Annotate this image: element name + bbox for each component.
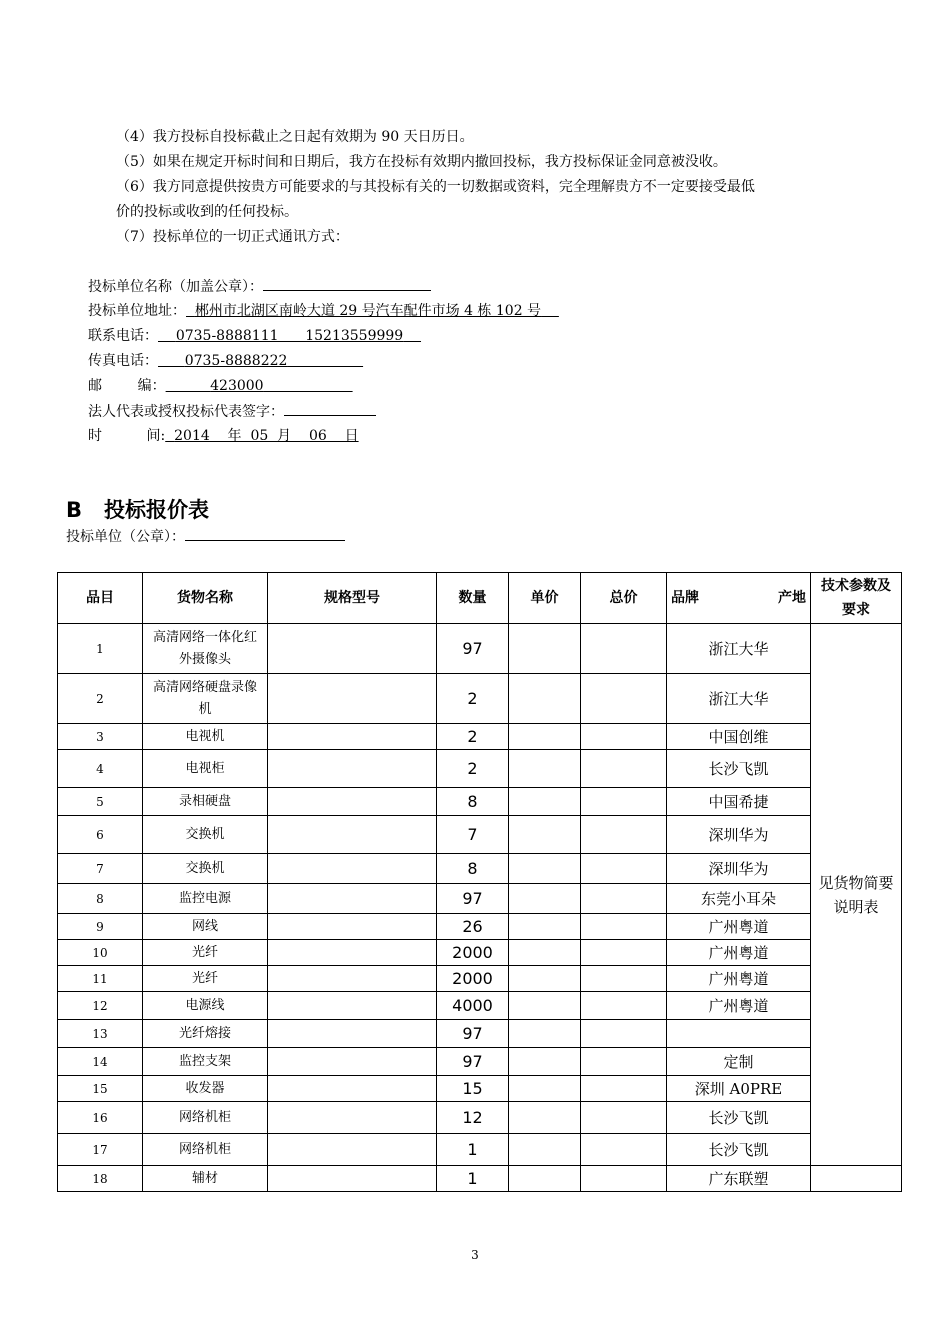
row-total-price [581, 624, 667, 674]
row-brand: 长沙飞凯 [667, 1134, 811, 1166]
row-goods-name: 高清网络硬盘录像机 [143, 674, 268, 724]
time-value: 2014 年 05 月 06 日 [174, 428, 359, 444]
row-goods-name: 收发器 [143, 1076, 268, 1102]
representative-label: 法人代表或授权投标代表签字： [88, 404, 284, 420]
clause-7: （7）投标单位的一切正式通讯方式： [116, 229, 349, 245]
row-unit-price [509, 674, 581, 724]
representative-blank [284, 401, 376, 416]
header-item: 品目 [58, 573, 143, 624]
row-spec [268, 884, 437, 914]
bidder-address-value: 郴州市北湖区南岭大道 29 号汽车配件市场 4 栋 102 号 [194, 303, 542, 319]
phone-line [88, 326, 421, 346]
row-unit-price [509, 1102, 581, 1134]
row-total-price [581, 788, 667, 816]
table-row [58, 940, 902, 966]
row-goods-name: 网络机柜 [143, 1102, 268, 1134]
row-quantity: 26 [437, 914, 509, 940]
clause-6: （6）我方同意提供按贵方可能要求的与其投标有关的一切数据或资料，完全理解贵方不一定要接受最低 [116, 179, 755, 195]
row-tech [811, 1166, 902, 1192]
postcode-value: 423000 [210, 378, 264, 394]
row-item-number: 5 [58, 788, 143, 816]
row-brand: 东莞小耳朵 [667, 884, 811, 914]
row-spec [268, 992, 437, 1020]
row-quantity: 2 [437, 724, 509, 750]
row-goods-name: 辅材 [143, 1166, 268, 1192]
row-quantity: 4000 [437, 992, 509, 1020]
row-total-price [581, 1134, 667, 1166]
row-item-number: 3 [58, 724, 143, 750]
row-spec [268, 724, 437, 750]
row-goods-name: 网络机柜 [143, 1134, 268, 1166]
row-goods-name: 光纤 [143, 940, 268, 966]
row-goods-name: 监控支架 [143, 1048, 268, 1076]
row-total-price [581, 940, 667, 966]
row-total-price [581, 854, 667, 884]
row-goods-name: 录相硬盘 [143, 788, 268, 816]
clause-4: （4）我方投标自投标截止之日起有效期为 90 天日历日。 [116, 129, 474, 145]
table-row [58, 816, 902, 854]
row-brand: 广东联塑 [667, 1166, 811, 1192]
row-brand: 广州粤道 [667, 940, 811, 966]
row-item-number: 14 [58, 1048, 143, 1076]
row-brand: 深圳 A0PRE [667, 1076, 811, 1102]
row-brand: 广州粤道 [667, 992, 811, 1020]
row-unit-price [509, 966, 581, 992]
row-total-price [581, 992, 667, 1020]
table-row [58, 1076, 902, 1102]
fax-value: 0735-8888222 [184, 353, 288, 369]
row-unit-price [509, 750, 581, 788]
bidder-name-line [88, 276, 431, 297]
row-goods-name: 交换机 [143, 854, 268, 884]
row-brand [667, 1020, 811, 1048]
row-item-number: 10 [58, 940, 143, 966]
row-goods-name: 光纤 [143, 966, 268, 992]
row-quantity: 2 [437, 674, 509, 724]
row-spec [268, 914, 437, 940]
row-spec [268, 750, 437, 788]
table-row [58, 624, 902, 674]
row-quantity: 97 [437, 884, 509, 914]
table-header-row [58, 573, 902, 624]
row-spec [268, 624, 437, 674]
row-goods-name: 监控电源 [143, 884, 268, 914]
page-number: 3 [471, 1248, 479, 1262]
row-spec [268, 1020, 437, 1048]
row-item-number: 12 [58, 992, 143, 1020]
tech-requirements-note: 见货物简要说明表 [811, 624, 902, 1166]
row-item-number: 18 [58, 1166, 143, 1192]
fax-label: 传真电话： [88, 353, 158, 369]
table-row [58, 992, 902, 1020]
phone-value: 0735-8888111 15213559999 [175, 328, 404, 344]
bidder-address-label: 投标单位地址： [88, 303, 186, 319]
row-goods-name: 高清网络一体化红外摄像头 [143, 624, 268, 674]
row-total-price [581, 884, 667, 914]
row-brand: 长沙飞凯 [667, 1102, 811, 1134]
row-unit-price [509, 992, 581, 1020]
row-spec [268, 788, 437, 816]
header-qty: 数量 [437, 573, 509, 624]
row-spec [268, 940, 437, 966]
row-spec [268, 966, 437, 992]
time-line [88, 426, 359, 446]
row-quantity: 1 [437, 1166, 509, 1192]
row-total-price [581, 914, 667, 940]
row-item-number: 2 [58, 674, 143, 724]
table-row [58, 884, 902, 914]
row-total-price [581, 1076, 667, 1102]
row-total-price [581, 674, 667, 724]
row-brand: 深圳华为 [667, 854, 811, 884]
row-unit-price [509, 724, 581, 750]
clause-6-continued: 价的投标或收到的任何投标。 [116, 204, 298, 220]
row-goods-name: 光纤熔接 [143, 1020, 268, 1048]
row-total-price [581, 816, 667, 854]
row-total-price [581, 750, 667, 788]
row-unit-price [509, 854, 581, 884]
time-label: 时 间: [88, 428, 166, 444]
row-spec [268, 854, 437, 884]
row-goods-name: 电视机 [143, 724, 268, 750]
row-brand: 广州粤道 [667, 966, 811, 992]
table-row [58, 854, 902, 884]
header-tech: 技术参数及要求 [811, 573, 902, 624]
row-item-number: 1 [58, 624, 143, 674]
row-spec [268, 1076, 437, 1102]
row-spec [268, 1134, 437, 1166]
table-row [58, 1166, 902, 1192]
row-unit-price [509, 1134, 581, 1166]
row-goods-name: 电视柜 [143, 750, 268, 788]
row-brand: 浙江大华 [667, 674, 811, 724]
table-row [58, 750, 902, 788]
row-brand: 浙江大华 [667, 624, 811, 674]
table-row [58, 1020, 902, 1048]
row-quantity: 8 [437, 854, 509, 884]
header-unit-price: 单价 [509, 573, 581, 624]
bidder-name-blank [263, 276, 431, 291]
row-brand: 深圳华为 [667, 816, 811, 854]
row-goods-name: 交换机 [143, 816, 268, 854]
row-brand: 中国创维 [667, 724, 811, 750]
row-quantity: 97 [437, 624, 509, 674]
postcode-label: 邮 编： [88, 378, 166, 394]
table-row [58, 724, 902, 750]
row-item-number: 9 [58, 914, 143, 940]
row-total-price [581, 1102, 667, 1134]
row-item-number: 15 [58, 1076, 143, 1102]
row-spec [268, 674, 437, 724]
row-item-number: 16 [58, 1102, 143, 1134]
row-item-number: 13 [58, 1020, 143, 1048]
row-unit-price [509, 1166, 581, 1192]
table-row [58, 788, 902, 816]
row-quantity: 97 [437, 1020, 509, 1048]
row-total-price [581, 724, 667, 750]
row-unit-price [509, 624, 581, 674]
row-quantity: 15 [437, 1076, 509, 1102]
row-quantity: 12 [437, 1102, 509, 1134]
row-item-number: 4 [58, 750, 143, 788]
row-unit-price [509, 1076, 581, 1102]
header-brand: 品牌 [671, 590, 699, 606]
table-row [58, 966, 902, 992]
row-quantity: 1 [437, 1134, 509, 1166]
row-unit-price [509, 940, 581, 966]
row-item-number: 8 [58, 884, 143, 914]
row-unit-price [509, 788, 581, 816]
table-row [58, 674, 902, 724]
row-goods-name: 网线 [143, 914, 268, 940]
row-item-number: 11 [58, 966, 143, 992]
unit-seal-label: 投标单位（公章）： [66, 529, 185, 545]
row-brand: 定制 [667, 1048, 811, 1076]
row-quantity: 2000 [437, 940, 509, 966]
bidder-name-label: 投标单位名称（加盖公章）： [88, 279, 263, 295]
row-total-price [581, 1166, 667, 1192]
header-spec: 规格型号 [268, 573, 437, 624]
table-row [58, 1048, 902, 1076]
table-row [58, 1134, 902, 1166]
representative-line [88, 401, 376, 422]
row-brand: 长沙飞凯 [667, 750, 811, 788]
quote-table [57, 572, 902, 1192]
row-brand: 中国希捷 [667, 788, 811, 816]
row-total-price [581, 1020, 667, 1048]
row-item-number: 6 [58, 816, 143, 854]
row-quantity: 97 [437, 1048, 509, 1076]
phone-label: 联系电话： [88, 328, 158, 344]
clause-5: （5）如果在规定开标时间和日期后，我方在投标有效期内撤回投标，我方投标保证金同意被没收。 [116, 154, 727, 170]
fax-line [88, 351, 363, 371]
header-total: 总价 [581, 573, 667, 624]
row-total-price [581, 1048, 667, 1076]
row-quantity: 2 [437, 750, 509, 788]
quote-table-body [58, 624, 902, 1192]
row-unit-price [509, 884, 581, 914]
row-quantity: 2000 [437, 966, 509, 992]
row-quantity: 7 [437, 816, 509, 854]
unit-seal-line [66, 526, 345, 547]
header-goods: 货物名称 [143, 573, 268, 624]
row-item-number: 7 [58, 854, 143, 884]
row-spec [268, 1048, 437, 1076]
section-title: B 投标报价表 [66, 498, 209, 522]
row-brand: 广州粤道 [667, 914, 811, 940]
table-row [58, 1102, 902, 1134]
unit-seal-blank [185, 526, 345, 541]
row-item-number: 17 [58, 1134, 143, 1166]
bidder-address-line [88, 301, 559, 321]
row-spec [268, 1102, 437, 1134]
row-spec [268, 1166, 437, 1192]
row-unit-price [509, 1020, 581, 1048]
table-row [58, 914, 902, 940]
row-quantity: 8 [437, 788, 509, 816]
header-brand-origin [667, 573, 811, 624]
header-origin: 产地 [778, 590, 806, 606]
row-unit-price [509, 1048, 581, 1076]
row-spec [268, 816, 437, 854]
row-unit-price [509, 816, 581, 854]
row-total-price [581, 966, 667, 992]
postcode-line [88, 376, 353, 396]
row-goods-name: 电源线 [143, 992, 268, 1020]
row-unit-price [509, 914, 581, 940]
